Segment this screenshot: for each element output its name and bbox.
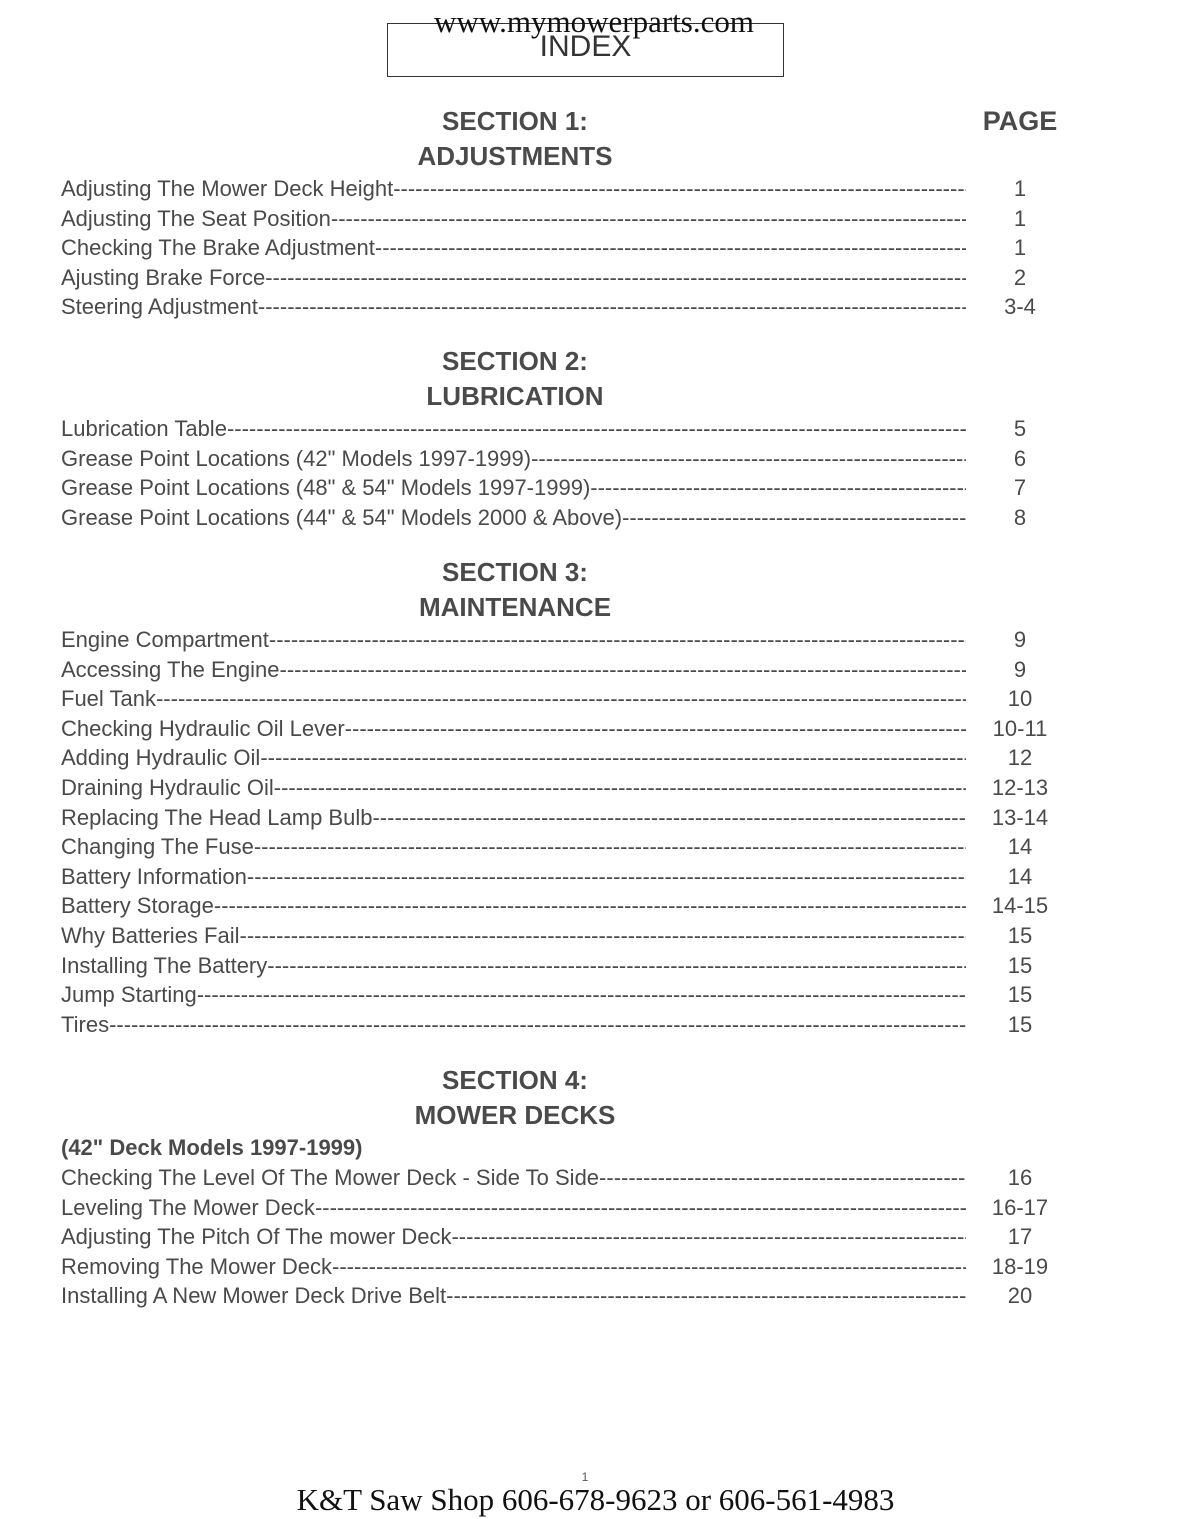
list-item [0,714,1191,744]
entry-label: Jump Starting ----- [61,980,966,1010]
entry-page: 16-17 [991,1194,1049,1220]
section-name: ADJUSTMENTS [417,141,613,171]
section-mower-decks [0,1063,1191,1311]
entry-page: 15 [1007,982,1033,1008]
entry-page: 10 [1007,686,1033,712]
entry-page: 18-19 [991,1253,1049,1279]
section-adjustments [0,104,1191,322]
entry-page: 6 [1013,445,1027,471]
entry-page: 8 [1013,504,1027,530]
section-subheading: (42" Deck Models 1997-1999) [61,1135,363,1160]
entry-list [0,174,1191,322]
list-item [0,832,1191,862]
entry-label: Changing The Fuse ----- [61,832,966,862]
entry-label: Lubrication Table ----- [61,414,966,444]
entry-page: 1 [1013,235,1027,261]
page-column-heading: PAGE [982,106,1058,136]
list-item [0,1222,1191,1252]
entry-label: Grease Point Locations (44" & 54" Models 2000 & Above) ----- [61,503,966,533]
entry-page: 3-4 [1004,294,1036,320]
list-item [0,233,1191,263]
entry-label: Adjusting The Pitch Of The mower Deck ----- [61,1222,966,1252]
entry-page: 7 [1013,475,1027,501]
section-number: SECTION 2: [442,346,588,376]
entry-label: Checking The Level Of The Mower Deck - Side To Side ----- [61,1163,966,1193]
index-title: INDEX [539,30,632,63]
list-item [0,891,1191,921]
entry-page: 5 [1013,416,1027,441]
list-item [0,174,1191,204]
list-item [0,1252,1191,1282]
entry-page: 17 [1007,1224,1033,1250]
list-item [0,743,1191,773]
list-item [0,684,1191,714]
list-item [0,951,1191,981]
list-item [0,980,1191,1010]
entry-label: Grease Point Locations (42" Models 1997-1999) ----- [61,444,966,474]
entry-list [0,414,1191,532]
entry-label: Engine Compartment ----- [61,625,966,655]
entry-page: 12 [1007,745,1033,771]
entry-label: Installing A New Mower Deck Drive Belt ----- [61,1281,966,1311]
section-number: SECTION 1: [442,106,588,136]
entry-label: Adjusting The Mower Deck Height ----- [61,174,966,204]
section-lubrication [0,344,1191,532]
entry-label: Adding Hydraulic Oil ----- [61,743,966,773]
entry-label: Steering Adjustment ----- [61,292,966,322]
list-item [0,1193,1191,1223]
entry-page: 10-11 [992,715,1048,741]
entry-list [0,1163,1191,1311]
list-item [0,263,1191,293]
entry-label: Leveling The Mower Deck ----- [61,1193,966,1223]
list-item [0,292,1191,322]
entry-label: Checking The Brake Adjustment ----- [61,233,966,263]
entry-label: Tires ----- [61,1010,966,1040]
list-item [0,921,1191,951]
site-url: www.mymowerparts.com [434,4,754,39]
section-name: MOWER DECKS [414,1100,616,1130]
entry-label: Why Batteries Fail ----- [61,921,966,951]
entry-label: Fuel Tank ----- [61,684,966,714]
entry-label: Removing The Mower Deck ----- [61,1252,966,1282]
list-item [0,1281,1191,1311]
list-item [0,444,1191,474]
entry-page: 20 [1007,1283,1033,1309]
list-item [0,503,1191,533]
entry-page: 13-14 [991,804,1049,830]
list-item [0,1010,1191,1040]
entry-page: 15 [1007,952,1033,978]
entry-page: 1 [1013,205,1027,231]
list-item [0,773,1191,803]
entry-page: 16 [1007,1165,1033,1190]
entry-page: 14-15 [991,893,1049,919]
list-item [0,414,1191,444]
entry-label: Accessing The Engine ----- [61,655,966,685]
entry-page: 1 [1013,176,1027,201]
entry-label: Battery Storage ----- [61,891,966,921]
list-item [0,204,1191,234]
entry-label: Draining Hydraulic Oil ----- [61,773,966,803]
list-item [0,862,1191,892]
entry-label: Ajusting Brake Force ----- [61,263,966,293]
entry-page: 14 [1007,863,1033,889]
entry-page: 15 [1007,1011,1033,1037]
entry-page: 9 [1013,627,1027,652]
list-item [0,473,1191,503]
entry-page: 14 [1007,834,1033,860]
entry-label: Grease Point Locations (48" & 54" Models 1997-1999) ----- [61,473,966,503]
section-name: MAINTENANCE [418,592,612,622]
entry-label: Replacing The Head Lamp Bulb ----- [61,803,966,833]
section-maintenance [0,555,1191,1039]
section-number: SECTION 4: [442,1065,588,1095]
list-item [0,803,1191,833]
entry-page: 15 [1007,922,1033,948]
entry-page: 9 [1013,656,1027,682]
page-number: 1 [581,1470,589,1484]
list-item [0,1163,1191,1193]
section-name: LUBRICATION [426,381,604,411]
entry-label: Checking Hydraulic Oil Lever ----- [61,714,966,744]
list-item [0,655,1191,685]
footer-contact: K&T Saw Shop 606-678-9623 or 606-561-4983 [296,1482,895,1517]
entry-page: 2 [1013,264,1027,290]
section-number: SECTION 3: [442,557,588,587]
entry-label: Battery Information ----- [61,862,966,892]
list-item [0,625,1191,655]
entry-list [0,625,1191,1039]
entry-label: Adjusting The Seat Position ----- [61,204,966,234]
entry-page: 12-13 [991,774,1049,800]
entry-label: Installing The Battery ----- [61,951,966,981]
